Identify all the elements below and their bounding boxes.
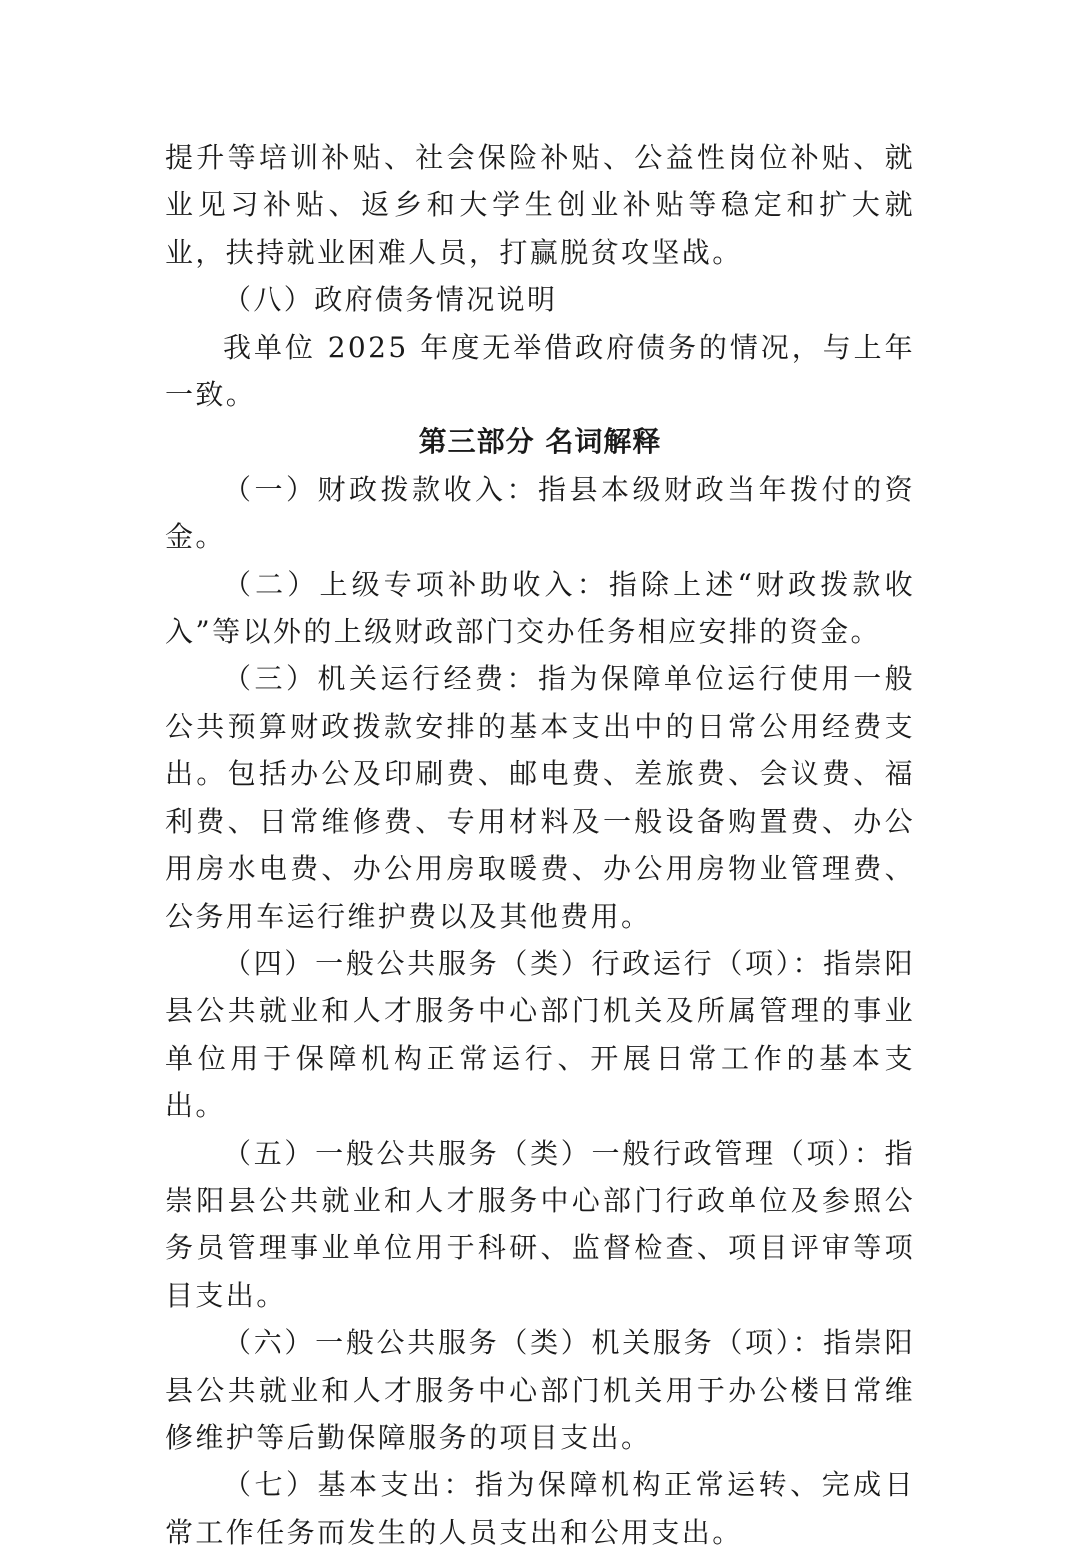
section-8-text: 我单位 2025 年度无举借政府债务的情况，与上年一致。 bbox=[165, 330, 915, 412]
term-1: （一）财政拨款收入：指县本级财政当年拨付的资金。 bbox=[165, 472, 915, 554]
section-8-title: （八）政府债务情况说明 bbox=[223, 283, 558, 317]
continuation-paragraph: 提升等培训补贴、社会保险补贴、公益性岗位补贴、就业见习补贴、返乡和大学生创业补贴等稳定和扩大就业，扶持就业困难人员，打赢脱贫攻坚战。 bbox=[165, 141, 915, 269]
term-4: （四）一般公共服务（类）行政运行（项）：指崇阳县公共就业和人才服务中心部门机关及所属管理的事业单位用于保障机构正常运行、开展日常工作的基本支出。 bbox=[165, 946, 915, 1123]
document-page bbox=[165, 134, 915, 1556]
term-7: （七）基本支出：指为保障机构正常运转、完成日常工作任务而发生的人员支出和公用支出。 bbox=[165, 1468, 915, 1549]
part-3-heading: 第三部分 名词解释 bbox=[418, 425, 662, 459]
term-5: （五）一般公共服务（类）一般行政管理（项）：指崇阳县公共就业和人才服务中心部门行政单位及参照公务员管理事业单位用于科研、监督检查、项目评审等项目支出。 bbox=[165, 1136, 915, 1312]
term-3: （三）机关运行经费：指为保障单位运行使用一般公共预算财政拨款安排的基本支出中的日常公用经费支出。包括办公及印刷费、邮电费、差旅费、会议费、福利费、日常维修费、专用材料及一般设备购置费、办公用房水电费、办公用房取暖费、办公用房物业管理费、公务用车运行维护费以及其他费用。 bbox=[165, 662, 915, 933]
term-6: （六）一般公共服务（类）机关服务（项）：指崇阳县公共就业和人才服务中心部门机关用于办公楼日常维修维护等后勤保障服务的项目支出。 bbox=[165, 1326, 915, 1454]
term-2: （二）上级专项补助收入：指除上述“财政拨款收入”等以外的上级财政部门交办任务相应安排的资金。 bbox=[165, 567, 915, 649]
